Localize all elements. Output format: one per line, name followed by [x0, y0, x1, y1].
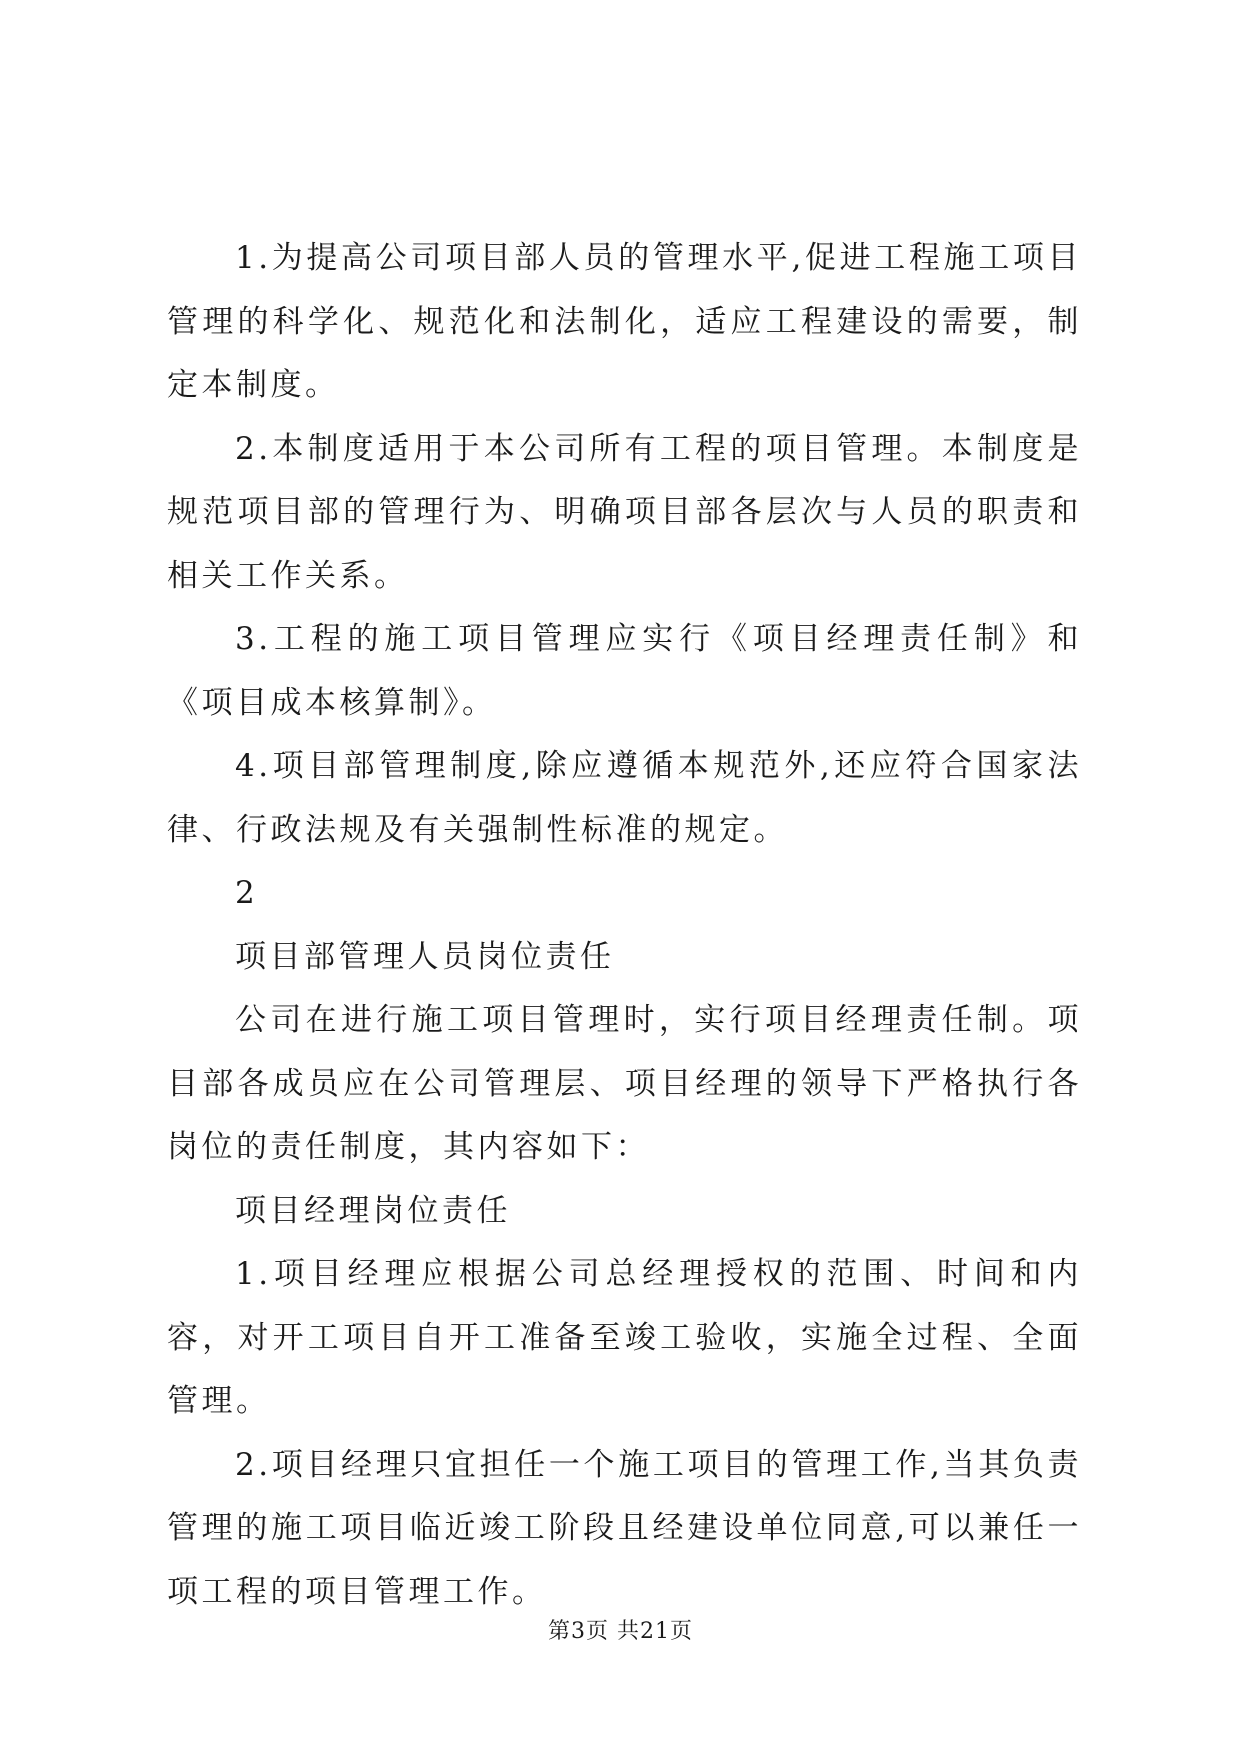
paragraph-duty-2: 2.项目经理只宜担任一个施工项目的管理工作,当其负责管理的施工项目临近竣工阶段且经建设单位同意,可以兼任一项工程的项目管理工作。: [167, 1446, 1082, 1610]
section-number: 2: [235, 875, 259, 911]
paragraph-3: 3.工程的施工项目管理应实行《项目经理责任制》和《项目成本核算制》。: [167, 621, 1082, 721]
paragraph-4: 4.项目部管理制度,除应遵循本规范外,还应符合国家法律、行政法规及有关强制性标准的规定。: [167, 748, 1082, 848]
page-footer: 第3页 共21页: [548, 1619, 693, 1644]
section-heading: 项目部管理人员岗位责任: [235, 938, 615, 975]
document-body: [167, 227, 1082, 1624]
paragraph-2: 2.本制度适用于本公司所有工程的项目管理。本制度是规范项目部的管理行为、明确项目部各层次与人员的职责和相关工作关系。: [167, 430, 1082, 594]
paragraph-duty-1: 1.项目经理应根据公司总经理授权的范围、时间和内容，对开工项目自开工准备至竣工验收，实施全过程、全面管理。: [167, 1256, 1082, 1419]
subsection-heading: 项目经理岗位责任: [235, 1192, 511, 1229]
paragraph-intro: 公司在进行施工项目管理时，实行项目经理责任制。项目部各成员应在公司管理层、项目经理的领导下严格执行各岗位的责任制度，其内容如下：: [167, 1002, 1082, 1165]
paragraph-1: 1.为提高公司项目部人员的管理水平,促进工程施工项目管理的科学化、规范化和法制化，适应工程建设的需要，制定本制度。: [167, 240, 1082, 403]
